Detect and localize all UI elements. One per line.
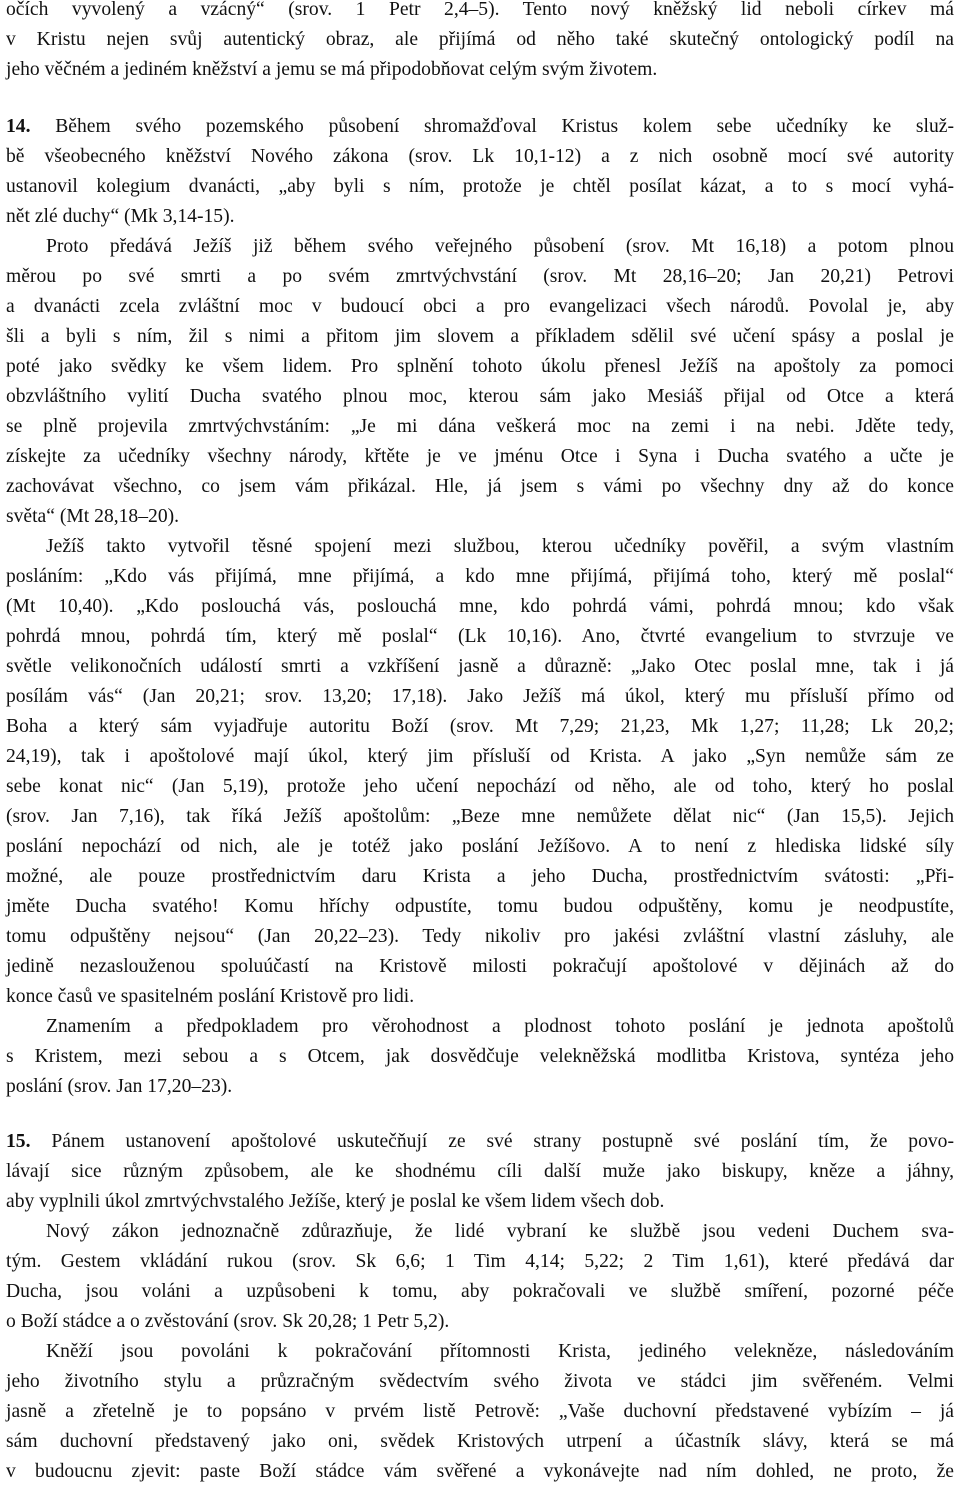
text-line: šli a byli s ním, žil s nimi a přitom jim slovem a příkladem sdělil své učení spásy a poslal je <box>6 326 954 347</box>
paragraph-number: 15. <box>6 1131 31 1152</box>
text-line: Kněží jsou povoláni k pokračování přítomnosti Krista, jediného velekněze, následováním <box>46 1341 954 1362</box>
text-line: získejte za učedníky všechny národy, křtěte je ve jménu Otce i Syna i Ducha svatého a učte je <box>6 446 954 467</box>
text-line: aby vyplnili úkol zmrtvýchvstalého Ježíše, který je poslal ke všem lidem všech dob. <box>6 1191 665 1212</box>
text-line: posláním: „Kdo vás přijímá, mne přijímá, a kdo mne přijímá, přijímá toho, který mě poslal“ <box>6 566 954 587</box>
text-line: poslání nepochází od nich, ale je totéž jako poslání Ježíšovo. A to není z hlediska lidské síly <box>6 836 954 857</box>
text-line: v budoucnu zjevit: paste Boží stádce vám svěřené a vykonávejte nad ním dohled, ne proto, že <box>6 1461 954 1482</box>
text-line: (Mt 10,40). „Kdo poslouchá vás, poslouchá mne, kdo pohrdá vámi, pohrdá mnou; kdo však <box>6 596 954 617</box>
text-line: o Boží stádce a o zvěstování (srov. Sk 20,28; 1 Petr 5,2). <box>6 1311 450 1332</box>
text-line: Znamením a předpokladem pro věrohodnost a plodnost tohoto poslání je jednota apoštolů <box>46 1016 954 1037</box>
text-line: poté jako svědky ke všem lidem. Pro splnění tohoto úkolu přenesl Ježíš na apoštoly za pomoci <box>6 356 954 377</box>
text-line: světa“ (Mt 28,18–20). <box>6 506 180 527</box>
text-line: světle velikonočních událostí smrti a vzkříšení jasně a důrazně: „Jako Otec poslal mne, tak i já <box>6 656 954 677</box>
text-line: bě všeobecného kněžství Nového zákona (srov. Lk 10,1-12) a z nich osobně mocí své autority <box>6 146 954 167</box>
paragraph-15-first-line: 15. Pánem ustanovení apoštolové uskutečňují ze své strany postupně své poslání tím, že povo- <box>6 1131 954 1152</box>
text-line: jeho věčném a jediném kněžství a jemu se má připodobňovat celým svým životem. <box>6 59 658 80</box>
text-line: Boha a který sám vyjadřuje autoritu Boží (srov. Mt 7,29; 21,23, Mk 1,27; 11,28; Lk 20,2; <box>6 716 954 737</box>
text-line: pohrdá mnou, pohrdá tím, který mě poslal“ (Lk 10,16). Ano, čtvrté evangelium to stvrzuje ve <box>6 626 954 647</box>
text-line: tomu odpuštěny nejsou“ (Jan 20,22–23). Tedy nikoliv pro jakési zvláštní vlastní zásluhy, ale <box>6 926 954 947</box>
paragraph-number: 14. <box>6 116 31 137</box>
text-line: obzvláštního vylití Ducha svatého plnou moc, kterou sám jako Mesiáš přijal od Otce a která <box>6 386 954 407</box>
text-line: konce časů ve spasitelném poslání Kristově pro lidi. <box>6 986 415 1007</box>
text-line: nět zlé duchy“ (Mk 3,14-15). <box>6 206 235 227</box>
text-line: jasně a zřetelně je to popsáno v prvém listě Petrově: „Vaše duchovní představené vybízím – já <box>6 1401 954 1422</box>
text-line: a dvanácti zcela zvláštní moc v budoucí obci a pro evangelizaci všech národů. Povolal je, aby <box>6 296 954 317</box>
text-line: poslání (srov. Jan 17,20–23). <box>6 1076 233 1097</box>
text-line: měrou po své smrti a po svém zmrtvýchvstání (srov. Mt 28,16–20; Jan 20,21) Petrovi <box>6 266 954 287</box>
text-line: očích vyvolený a vzácný“ (srov. 1 Petr 2,4–5). Tento nový kněžský lid neboli církev má <box>6 0 954 20</box>
text-line: (srov. Jan 7,16), tak říká Ježíš apoštolům: „Beze mne nemůžete dělat nic“ (Jan 15,5). Jejich <box>6 806 954 827</box>
text-line: Ducha, jsou voláni a uzpůsobeni k tomu, aby pokračovali ve službě smíření, pozorné péče <box>6 1281 954 1302</box>
paragraph-14-first-line: 14. Během svého pozemského působení shromažďoval Kristus kolem sebe učedníky ke služ- <box>6 116 954 137</box>
text-line: sebe konat nic“ (Jan 5,19), protože jeho učení nepochází od něho, ale od toho, který ho poslal <box>6 776 954 797</box>
text-line: Proto předává Ježíš již během svého veřejného působení (srov. Mt 16,18) a potom plnou <box>46 236 954 257</box>
text-line: ustanovil kolegium dvanácti, „aby byli s ním, protože je chtěl posílat kázat, a to s mocí vyhá- <box>6 176 954 197</box>
text-line: jměte Ducha svatého! Komu hříchy odpustíte, tomu budou odpuštěny, komu je neodpustíte, <box>6 896 954 917</box>
text-line: lávají sice různým způsobem, ale ke shodnému cíli další muže jako biskupy, kněze a jáhny, <box>6 1161 954 1182</box>
text-line: v Kristu nejen svůj autentický obraz, ale přijímá od něho také skutečný ontologický podíl na <box>6 29 954 50</box>
text-line: posílám vás“ (Jan 20,21; srov. 13,20; 17,18). Jako Ježíš má úkol, který mu přísluší přímo od <box>6 686 954 707</box>
text-line: sám duchovní představený jako oni, svědek Kristových utrpení a účastník slávy, která se má <box>6 1431 954 1452</box>
text-line: se plně projevila zmrtvýchvstáním: „Je mi dána veškerá moc na zemi i na nebi. Jděte tedy, <box>6 416 954 437</box>
text-line: možné, ale pouze prostřednictvím daru Krista a jeho Ducha, prostřednictvím svátosti: „Při- <box>6 866 954 887</box>
text-line: Nový zákon jednoznačně zdůrazňuje, že lidé vybraní ke službě jsou vedeni Duchem sva- <box>46 1221 954 1242</box>
text-line: jeho životního stylu a průzračným svědectvím svého života ve stádci jim svěřeném. Velmi <box>6 1371 954 1392</box>
text-line: tým. Gestem vkládání rukou (srov. Sk 6,6; 1 Tim 4,14; 5,22; 2 Tim 1,61), které předává dar <box>6 1251 954 1272</box>
text-line: jedině nezaslouženou spoluúčastí na Kristově milosti pokračují apoštolové v dějinách až do <box>6 956 954 977</box>
text-line: zachovávat všechno, co jsem vám přikázal. Hle, já jsem s vámi po všechny dny až do konce <box>6 476 954 497</box>
text-line: s Kristem, mezi sebou a s Otcem, jak dosvědčuje velekněžská modlitba Kristova, syntéza jeho <box>6 1046 954 1067</box>
text-line: 24,19), tak i apoštolové mají úkol, který jim přísluší od Krista. A jako „Syn nemůže sám ze <box>6 746 954 767</box>
text-line: Ježíš takto vytvořil těsné spojení mezi službou, kterou učedníky pověřil, a svým vlastním <box>46 536 954 557</box>
